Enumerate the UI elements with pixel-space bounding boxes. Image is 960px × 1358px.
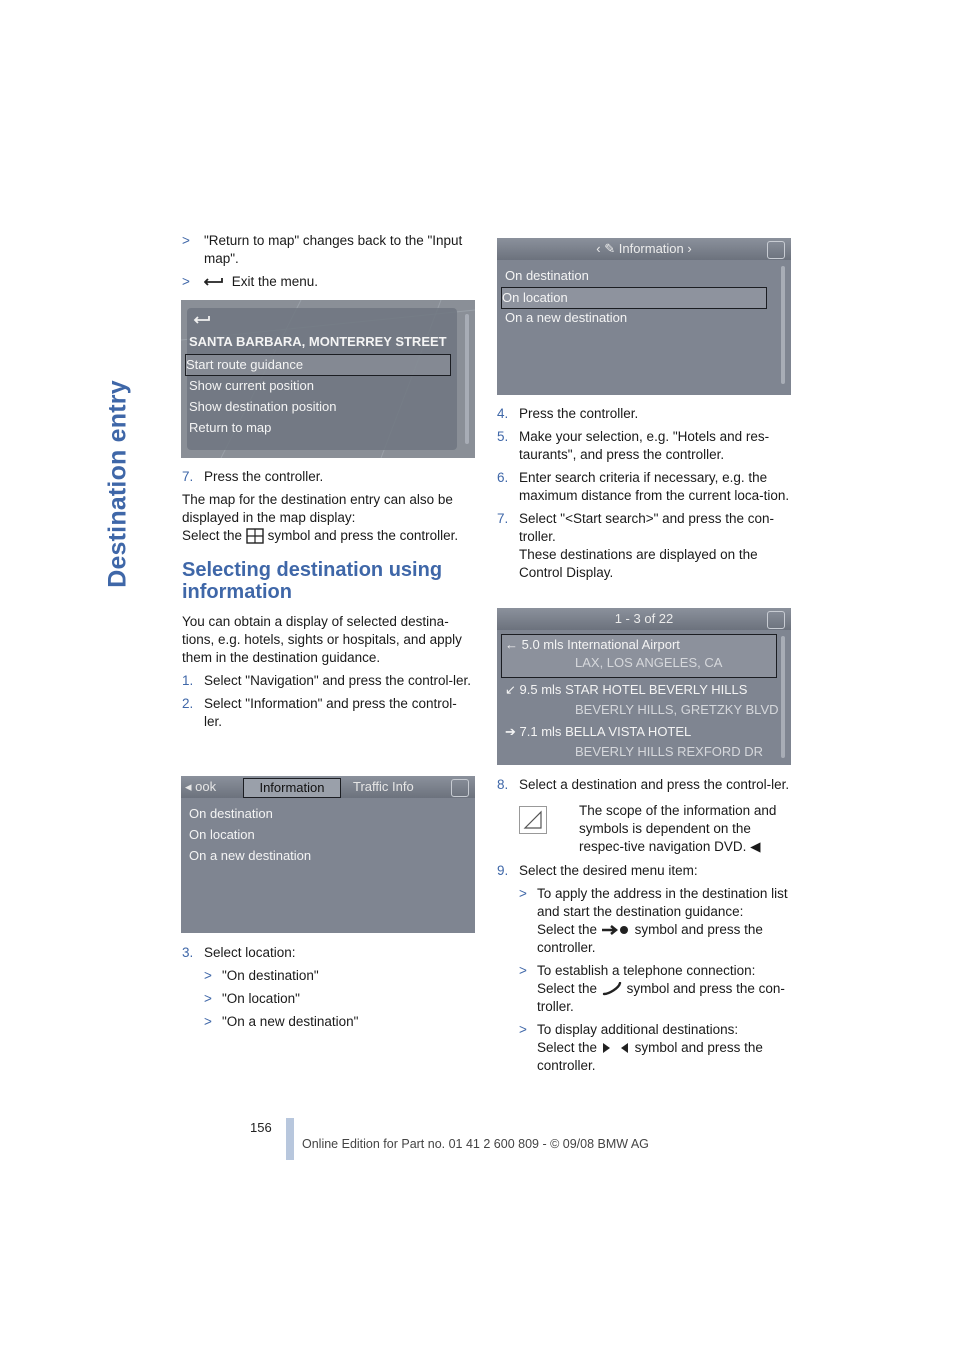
scrollbar[interactable]: [781, 266, 785, 384]
end-mark-icon: ◀: [746, 839, 761, 854]
step-3-item-on-destination: > "On destination": [204, 968, 319, 983]
phone-handset-icon: [601, 982, 623, 996]
bullet-return-to-map: > "Return to map" changes back to the "Input map".: [182, 233, 463, 266]
list-item-dest-2-address: BEVERLY HILLS, GRETZKY BLVD: [575, 702, 779, 717]
tab-traffic-info[interactable]: Traffic Info: [353, 779, 414, 794]
sub-apply-address: > To apply the address in the destination list and start the destination guidance: Select the symbol and press the controller.: [519, 886, 788, 955]
options-icon[interactable]: [767, 611, 785, 629]
list-item-dest-1[interactable]: ← 5.0 mls International Airport: [505, 637, 680, 652]
screen-information-tab: [181, 776, 475, 933]
menu-row-on-location[interactable]: On location: [501, 287, 767, 309]
step-4: 4. Press the controller.: [497, 406, 639, 421]
step-7-left: 7. Press the controller.: [182, 469, 324, 484]
back-arrow-icon: [204, 276, 228, 288]
step-3: 3. Select location:: [182, 945, 296, 960]
note-triangle-icon: [519, 806, 547, 834]
right-column-bottom: [497, 776, 793, 1080]
step-8: 8. Select a destination and press the control-ler.: [497, 777, 790, 792]
step-9: 9. Select the desired menu item:: [497, 863, 698, 878]
right-column-middle: [497, 405, 793, 587]
step-3-item-on-location: > "On location": [204, 991, 300, 1006]
section-title: Selecting destination using information: [182, 559, 443, 603]
direction-arrow-icon: ←: [505, 637, 518, 652]
menu-row-return-to-map[interactable]: Return to map: [189, 420, 272, 435]
note-block: The scope of the information and symbols is dependent on the respec-tive navigation DVD. ◀: [519, 802, 793, 856]
next-prev-arrows-icon: [601, 1041, 631, 1055]
bullet-exit-menu: > Exit the menu.: [182, 274, 319, 289]
step-2: 2. Select "Information" and press the control-ler.: [182, 696, 457, 729]
route-guidance-icon: [601, 924, 631, 936]
direction-arrow-icon: ➔: [505, 724, 516, 739]
map-split-icon: [246, 528, 264, 544]
para-select-symbol: Select the symbol and press the controller.: [182, 528, 459, 543]
sub-more-destinations: > To display additional destinations: Select the symbol and press the controller.: [519, 1022, 763, 1073]
header-title: ‹ ✎ Information ›: [596, 241, 692, 256]
back-arrow-icon[interactable]: [193, 314, 213, 328]
step-7-right: 7. Select "<Start search>" and press the con-troller. These destinations are displayed on the Control Display.: [497, 511, 774, 580]
scrollbar[interactable]: [465, 314, 469, 444]
list-counter: 1 - 3 of 22: [614, 611, 674, 626]
menu-row-show-destination-position[interactable]: Show destination position: [189, 399, 337, 414]
screen-destination-menu: [181, 300, 475, 458]
list-item-dest-2[interactable]: ↙ 9.5 mls STAR HOTEL BEVERLY HILLS: [505, 682, 748, 697]
list-item-dest-3[interactable]: ➔ 7.1 mls BELLA VISTA HOTEL: [505, 724, 692, 739]
step-3-item-on-new-destination: > "On a new destination": [204, 1014, 359, 1029]
menu-row-show-current-position[interactable]: Show current position: [189, 378, 315, 393]
tab-prev[interactable]: ◂ ook: [185, 779, 217, 794]
left-column-bottom: [182, 944, 474, 1036]
para-info-intro: You can obtain a display of selected destina-tions, e.g. hotels, sights or hospitals, and apply them in the destination guidance.: [182, 614, 462, 665]
footer-accent-bar: [286, 1118, 294, 1160]
menu-row-on-location[interactable]: On location: [189, 827, 255, 842]
step-5: 5. Make your selection, e.g. "Hotels and res-taurants", and press the controller.: [497, 429, 770, 462]
left-column-middle: [182, 468, 474, 736]
left-column-top: [182, 232, 472, 296]
menu-row-on-destination[interactable]: On destination: [505, 268, 589, 283]
list-item-dest-1-address: LAX, LOS ANGELES, CA: [575, 655, 723, 670]
menu-row-on-destination[interactable]: On destination: [189, 806, 273, 821]
options-icon[interactable]: [451, 779, 469, 797]
screen-information-menu: [497, 238, 791, 395]
step-6: 6. Enter search criteria if necessary, e.g. the maximum distance from the current loca-tion.: [497, 470, 790, 503]
page-number: 156: [250, 1120, 272, 1135]
list-item-dest-3-address: BEVERLY HILLS REXFORD DR: [575, 744, 764, 759]
menu-row-on-new-destination[interactable]: On a new destination: [505, 310, 628, 325]
screen-destination-list: [497, 608, 791, 765]
footer-edition-text: Online Edition for Part no. 01 41 2 600 809 - © 09/08 BMW AG: [302, 1137, 649, 1151]
scrollbar[interactable]: [781, 636, 785, 758]
menu-row-start-route-guidance[interactable]: Start route guidance: [185, 354, 451, 376]
chapter-title-text: Destination entry: [103, 380, 132, 588]
options-icon[interactable]: [767, 241, 785, 259]
info-icon: ✎: [604, 241, 619, 256]
menu-row-address: SANTA BARBARA, MONTERREY STREET: [189, 334, 447, 349]
tab-information[interactable]: Information: [243, 778, 341, 798]
direction-arrow-icon: ↙: [505, 682, 516, 697]
sub-telephone: > To establish a telephone connection: Select the symbol and press the con-troller.: [519, 963, 785, 1014]
para-map-display: The map for the destination entry can also be displayed in the map display:: [182, 492, 453, 525]
menu-row-on-new-destination[interactable]: On a new destination: [189, 848, 312, 863]
step-1: 1. Select "Navigation" and press the control-ler.: [182, 673, 471, 688]
